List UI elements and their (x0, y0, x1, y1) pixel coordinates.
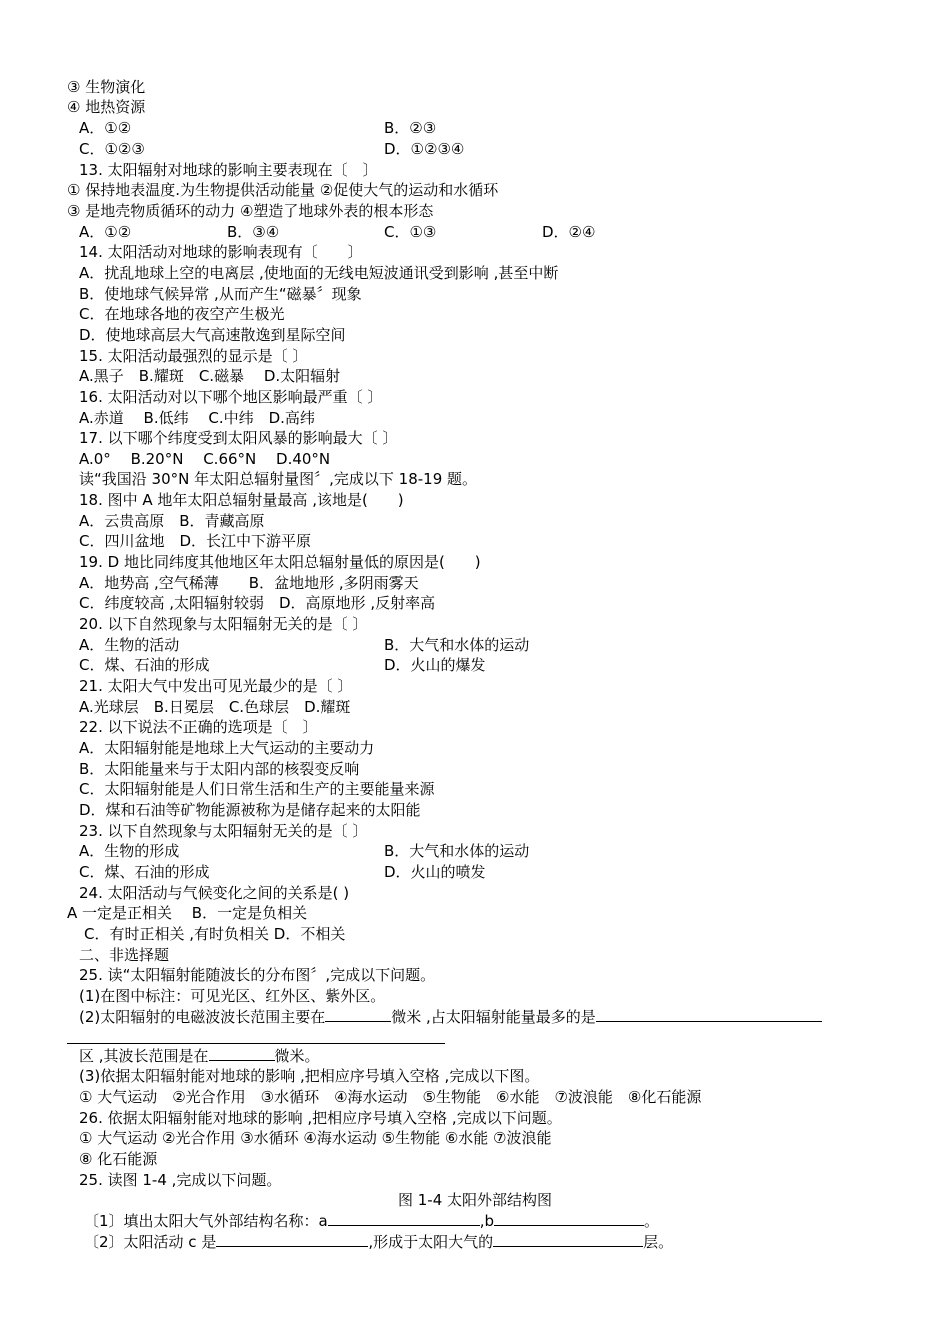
option-a: A．①② (79, 119, 132, 137)
answer-blank[interactable] (493, 1232, 643, 1247)
option-b: B．太阳能量来与于太阳内部的核裂变反响 (79, 760, 360, 778)
options-line: C．纬度较高 ,太阳辐射较弱 D．高原地形 ,反射率高 (79, 594, 436, 612)
question-25: 25. 读“太阳辐射能随波长的分布图〞,完成以下问题。 (79, 966, 436, 984)
option-a: A．①② (79, 223, 132, 241)
option-a: A．扰乱地球上空的电离层 ,使地面的无线电短波通讯受到影响 ,甚至中断 (79, 264, 559, 282)
text-fragment: 。 (644, 1212, 660, 1230)
options-line: A.赤道 B.低纬 C.中纬 D.高纬 (79, 409, 315, 427)
reading-instruction: 读“我国沿 30°N 年太阳总辐射量图〞,完成以下 18-19 题。 (79, 470, 478, 488)
fill-in-line (79, 1046, 320, 1066)
text-line: (3)依据太阳辐射能对地球的影响 ,把相应序号填入空格 ,完成以下图。 (79, 1067, 540, 1085)
option-c: C．①③ (384, 223, 437, 241)
section-heading: 二、非选择题 (79, 946, 170, 964)
option-c: C．太阳辐射能是人们日常生活和生产的主要能量来源 (79, 780, 435, 798)
fill-in-line (79, 1007, 822, 1027)
option-a: A．生物的活动 (79, 636, 180, 654)
text-fragment: 区 ,其波长范围是在 (79, 1047, 209, 1065)
option-c: C．煤、石油的形成 (79, 656, 210, 674)
option-a: A．生物的形成 (79, 842, 180, 860)
text-fragment: 微米。 (274, 1047, 320, 1065)
option-b: B．③④ (227, 223, 280, 241)
answer-blank[interactable] (328, 1211, 480, 1226)
text-fragment: (2)太阳辐射的电磁波波长范围主要在 (79, 1008, 326, 1026)
answer-blank[interactable] (325, 1007, 391, 1022)
text-line: ③ 生物演化 (67, 78, 146, 96)
options-line: A.光球层 B.日冕层 C.色球层 D.耀斑 (79, 698, 351, 716)
option-d: D．使地球高层大气高速散逸到星际空间 (79, 326, 346, 344)
question-16: 16. 太阳活动对以下哪个地区影响最严重〔 〕 (79, 388, 383, 406)
question-21: 21. 太阳大气中发出可见光最少的是〔 〕 (79, 677, 353, 695)
text-line: ⑧ 化石能源 (79, 1150, 158, 1168)
question-23: 23. 以下自然现象与太阳辐射无关的是〔 〕 (79, 822, 368, 840)
option-b: B．②③ (384, 119, 437, 137)
options-line: A.0° B.20°N C.66°N D.40°N (79, 450, 331, 468)
question-17: 17. 以下哪个纬度受到太阳风暴的影响最大〔 〕 (79, 429, 398, 447)
text-line: ③ 是地壳物质循环的动力 ④塑造了地球外表的根本形态 (67, 202, 434, 220)
answer-blank[interactable] (67, 1043, 445, 1044)
answer-blank[interactable] (209, 1046, 275, 1061)
options-line: A 一定是正相关 B．一定是负相关 (67, 904, 308, 922)
text-fragment: 〔2〕太阳活动 c 是 (84, 1233, 217, 1251)
question-22: 22. 以下说法不正确的选项是〔 〕 (79, 718, 318, 736)
question-19: 19. D 地比同纬度其他地区年太阳总辐射量低的原因是( ) (79, 553, 481, 571)
text-fragment: 层。 (643, 1233, 674, 1251)
figure-caption: 图 1-4 太阳外部结构图 (398, 1191, 553, 1209)
option-c: C．①②③ (79, 140, 145, 158)
option-b: B．大气和水体的运动 (384, 842, 530, 860)
answer-blank[interactable] (216, 1232, 368, 1247)
options-line: A．地势高 ,空气稀薄 B．盆地地形 ,多阴雨雾天 (79, 574, 419, 592)
question-24: 24. 太阳活动与气候变化之间的关系是( ) (79, 884, 350, 902)
text-fragment: 微米 ,占太阳辐射能量最多的是 (391, 1008, 596, 1026)
options-line: C．四川盆地 D．长江中下游平原 (79, 532, 312, 550)
text-line: ① 保持地表温度.为生物提供活动能量 ②促使大气的运动和水循环 (67, 181, 499, 199)
text-line: (1)在图中标注：可见光区、红外区、紫外区。 (79, 987, 386, 1005)
option-d: D．①②③④ (384, 140, 465, 158)
question-14: 14. 太阳活动对地球的影响表现有〔 〕 (79, 243, 363, 261)
option-d: D．火山的爆发 (384, 656, 486, 674)
question-15: 15. 太阳活动最强烈的显示是〔 〕 (79, 347, 308, 365)
question-18: 18. 图中 A 地年太阳总辐射量最高 ,该地是( ) (79, 491, 404, 509)
options-line: C．有时正相关 ,有时负相关 D．不相关 (84, 925, 346, 943)
text-fragment: ,形成于太阳大气的 (368, 1233, 494, 1251)
options-line: A．云贵高原 B．青藏高原 (79, 512, 265, 530)
question-13: 13. 太阳辐射对地球的影响主要表现在〔 〕 (79, 161, 378, 179)
text-line: ① 大气运动 ②光合作用 ③水循环 ④海水运动 ⑤生物能 ⑥水能 ⑦波浪能 (79, 1129, 552, 1147)
text-line: ④ 地热资源 (67, 98, 146, 116)
text-fragment: ,b (479, 1212, 495, 1230)
answer-blank[interactable] (596, 1007, 822, 1022)
answer-blank[interactable] (494, 1211, 644, 1226)
question-20: 20. 以下自然现象与太阳辐射无关的是〔 〕 (79, 615, 368, 633)
fill-in-line (84, 1232, 673, 1252)
text-fragment: 〔1〕填出太阳大气外部结构名称：a (84, 1212, 328, 1230)
question-26: 26. 依据太阳辐射能对地球的影响 ,把相应序号填入空格 ,完成以下问题。 (79, 1109, 562, 1127)
option-c: C．在地球各地的夜空产生极光 (79, 305, 285, 323)
fill-in-line (84, 1211, 659, 1231)
text-line: ① 大气运动 ②光合作用 ③水循环 ④海水运动 ⑤生物能 ⑥水能 ⑦波浪能 ⑧化石能源 (79, 1088, 702, 1106)
options-line: A.黑子 B.耀斑 C.磁暴 D.太阳辐射 (79, 367, 341, 385)
question-25: 25. 读图 1-4 ,完成以下问题。 (79, 1171, 282, 1189)
option-d: D．火山的喷发 (384, 863, 486, 881)
option-c: C．煤、石油的形成 (79, 863, 210, 881)
option-b: B．使地球气候异常 ,从而产生“磁暴〞现象 (79, 285, 362, 303)
option-d: D．②④ (542, 223, 596, 241)
option-d: D．煤和石油等矿物能源被称为是储存起来的太阳能 (79, 801, 421, 819)
option-a: A．太阳辐射能是地球上大气运动的主要动力 (79, 739, 375, 757)
option-b: B．大气和水体的运动 (384, 636, 530, 654)
